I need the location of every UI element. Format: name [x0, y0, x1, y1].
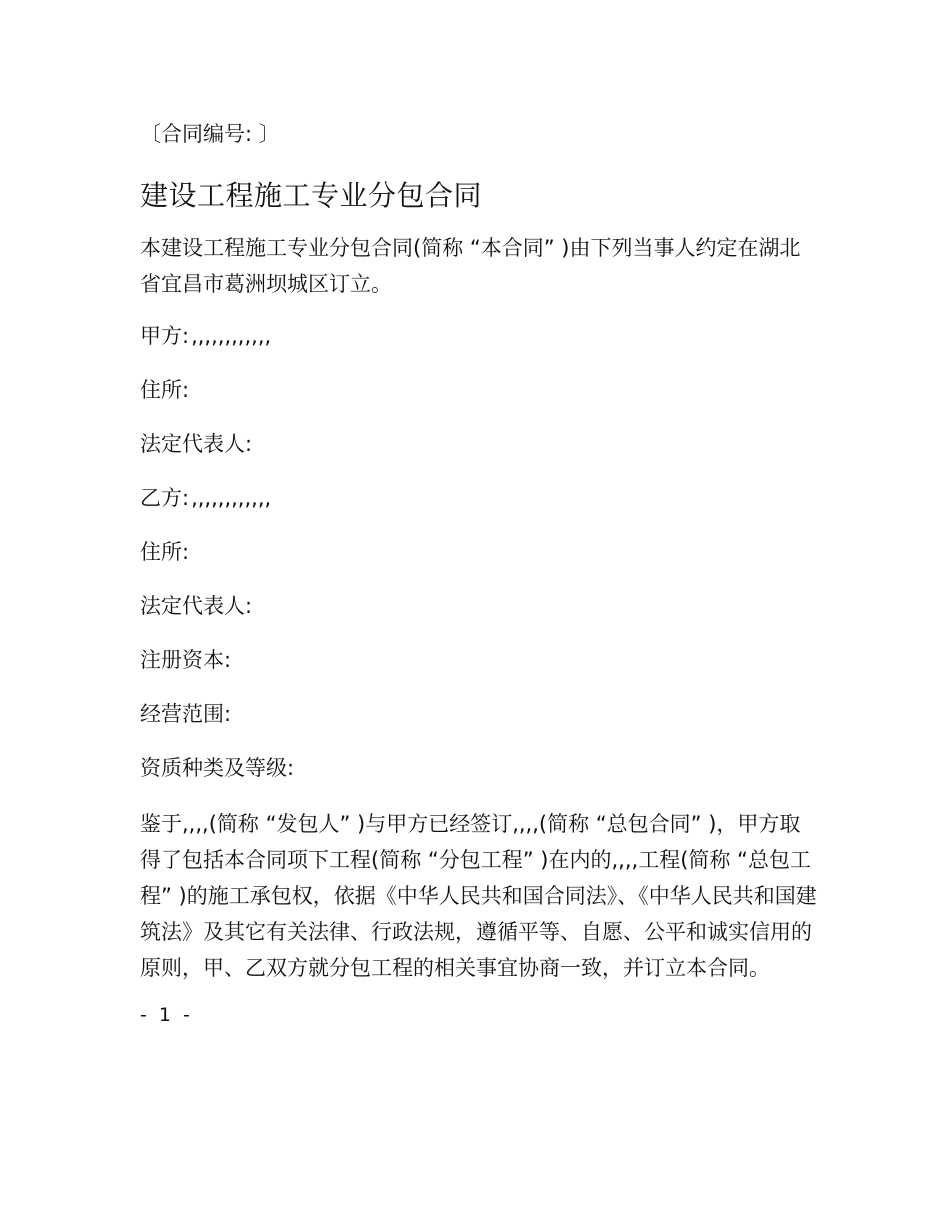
qualification-field: [140, 752, 820, 784]
field-label: 住所:: [140, 540, 190, 564]
contract-number-label: 〔合同编号: 〕: [140, 122, 280, 146]
document-title: 建设工程施工专业分包合同: [140, 179, 483, 212]
field-label: 法定代表人:: [140, 594, 253, 618]
page-number: - 1 -: [140, 1004, 193, 1026]
field-label: 乙方:: [140, 486, 190, 510]
registered-capital-field: [140, 644, 820, 676]
field-label: 甲方:: [140, 324, 190, 348]
party-a-address-field: [140, 374, 820, 406]
party-a-representative-field: [140, 428, 820, 460]
field-value: ,,,,,,,,,,,,: [191, 486, 272, 510]
field-label: 资质种类及等级:: [140, 756, 295, 780]
intro-paragraph: 本建设工程施工专业分包合同(简称 “本合同” )由下列当事人约定在湖北省宜昌市葛洲坝城区订立。: [140, 236, 801, 296]
party-b-address-field: [140, 536, 820, 568]
business-scope-field: [140, 698, 820, 730]
field-value: ,,,,,,,,,,,,: [191, 324, 272, 348]
party-a-field: [140, 320, 820, 352]
field-label: 住所:: [140, 378, 190, 402]
party-b-representative-field: [140, 590, 820, 622]
field-label: 法定代表人:: [140, 432, 253, 456]
field-label: 经营范围:: [140, 702, 232, 726]
party-b-field: [140, 482, 820, 514]
recital-paragraph: 鉴于,,,,(简称 “发包人” )与甲方已经签订,,,,(简称 “总包合同” )，甲方取得了包括本合同项下工程(简称 “分包工程” )在内的,,,,工程(简称 “总包工程” )的施工承包权，依据《中华人民共和国合同法》、《中华人民共和国建筑法》及其它有关法律、行政法规，遵循平等、自愿、公平和诚实信用的原则，甲、乙双方就分包工程的相关事宜协商一致，并订立本合同。: [140, 812, 817, 980]
field-label: 注册资本:: [140, 648, 232, 672]
document-content: [140, 118, 820, 1030]
